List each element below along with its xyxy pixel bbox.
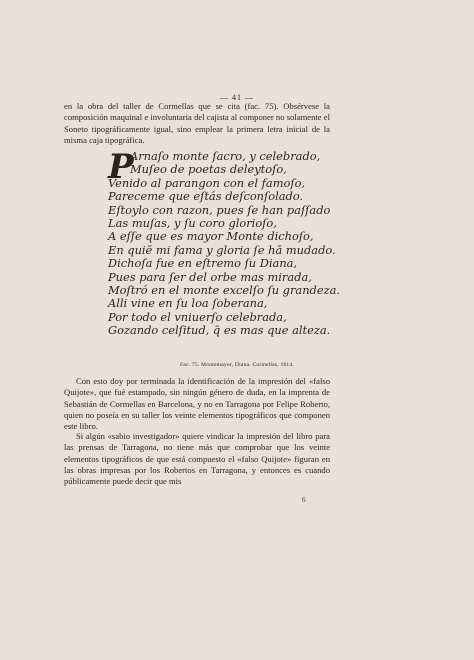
poem-line: Arnaſo monte ſacro, y celebrado, [130, 149, 321, 163]
poem-line: Eſtoylo con razon, pues ſe han paſſado [108, 202, 331, 217]
body-paragraph: Si algún «sabio investigador» quiere vindicar la impresión del libro para las prensas de Tarragona, no tiene más que comprobar que los veinte elementos tipográficos de que está compuesto el «falso Quijote» figuran en las obras impresas por los Robertos en Tarragona, y entonces es cuando públicamente puede decir que mis [64, 431, 330, 487]
intro-paragraph: en la obra del taller de Cormellas que se cita (fac. 75). Obsérvese la composición maquinal e involuntaria del cajista al componer no solamente el Soneto tipográficamente igual, sino emplear la primera letra inicial de la misma caja tipográfica. [64, 101, 330, 145]
drop-cap: P [108, 147, 134, 187]
page-number: — 41 — [220, 93, 254, 102]
poem-line: Alli vine en ſu loa ſoberana, [108, 296, 268, 311]
sonnet [108, 147, 348, 338]
poem-line: Pues para ſer del orbe mas mirada, [108, 269, 312, 284]
poem-line: Gozando celſitud, q̄ es mas que alteza. [108, 323, 331, 338]
signature-mark: 6 [302, 496, 306, 504]
poem-line: En quiē mi fama y gloria ſe hā mudado. [108, 242, 336, 257]
poem-line: Dichoſa fue en eſtremo ſu Diana, [108, 256, 298, 271]
figure-caption: Fac. 75. Montemayor, Diana. Cormellas, 1614. [179, 362, 295, 368]
body-paragraph: Con esto doy por terminada la identificación de la impresión del «falso Quijote», que fué estampado, sin ningún género de duda, en la imprenta de Sebastián de Cormellas en Barcelona, y no en Tarragona por Felipe Roberto, quien no poseía en su taller los veinte elementos tipográficos que componen este libro. [64, 376, 330, 432]
poem-line: Las muſas, y ſu coro glorioſo, [108, 216, 277, 231]
poem-line: Moſtró en el monte excelſo ſu grandeza. [108, 283, 340, 298]
poem-line: Pareceme que eſtás deſconſolado. [108, 189, 304, 204]
poem-line: A eſſe que es mayor Monte dichoſo, [108, 229, 314, 244]
poem-line: Por todo el vniuerſo celebrada, [108, 309, 287, 324]
poem-line: Venido al parangon con el famoſo, [108, 175, 306, 190]
poem-line: Muſeo de poetas deleytoſo, [130, 162, 287, 177]
